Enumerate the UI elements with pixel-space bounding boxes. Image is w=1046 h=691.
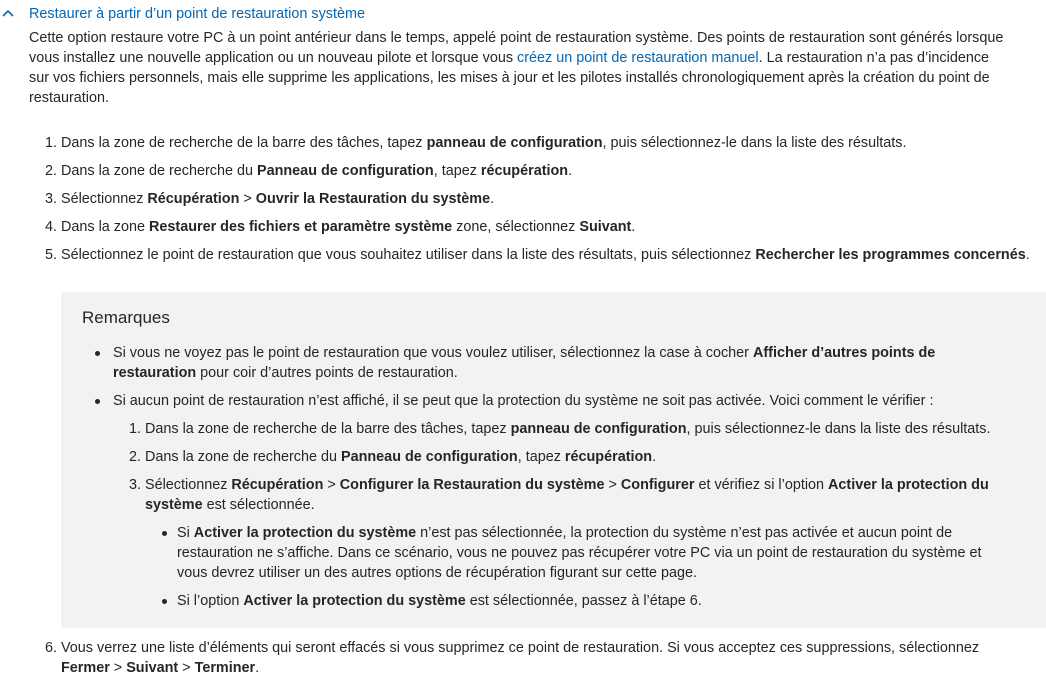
section-title: Restaurer à partir d’un point de restauration système — [29, 6, 365, 22]
note-text: pour coir d’autres points de restauration. — [196, 365, 458, 381]
step-text-segment: . — [568, 163, 573, 179]
step-number: 4. — [44, 219, 57, 235]
step-item — [44, 189, 495, 209]
step-number: 1. — [44, 135, 57, 151]
condition-bullet — [177, 523, 981, 583]
intro-line: Cette option restaure votre PC à un point antérieur dans le temps, appelé point de restauration système. Des points de restauration sont générés lorsque — [29, 30, 1004, 46]
step-text-segment: , puis sélectionnez-le dans la liste des résultats. — [602, 135, 907, 151]
substep-number: 2. — [128, 449, 141, 465]
condition-line — [177, 591, 702, 611]
step-number: 2. — [44, 163, 57, 179]
ui-term: Configurer — [620, 477, 695, 493]
ui-term: Activer la protection du système — [243, 593, 466, 609]
bullet-dot — [162, 599, 167, 604]
substep-text: , puis sélectionnez-le dans la liste des résultats. — [686, 421, 991, 437]
ui-term: Panneau de configuration — [257, 163, 434, 179]
step-number: 5. — [44, 247, 57, 263]
step-text: Vous verrez une liste d’éléments qui seront effacés si vous supprimez ce point de restauration. Si vous acceptez ces suppressions, sélectionnez — [61, 640, 980, 656]
step-text — [61, 161, 572, 181]
step-number: 6. — [44, 640, 57, 656]
path-separator: > — [178, 660, 195, 676]
step-text-segment: Dans la zone — [61, 219, 149, 235]
note-bullet — [113, 343, 935, 383]
ui-term: Restaurer des fichiers et paramètre système — [149, 219, 453, 235]
ui-term: Afficher d’autres points de — [752, 345, 936, 361]
notes-box — [61, 292, 1046, 628]
step-number: 3. — [44, 191, 57, 207]
step-text-segment: . — [631, 219, 636, 235]
condition-line: vous devrez utiliser un des autres options de récupération figurant sur cette page. — [177, 565, 697, 581]
step-text-segment: Sélectionnez le point de restauration que vous souhaitez utiliser dans la liste des résultats, puis sélectionnez — [61, 247, 756, 263]
step-text — [61, 133, 906, 153]
ui-term: récupération — [564, 449, 653, 465]
step-item — [44, 245, 1030, 265]
bullet-dot — [162, 531, 167, 536]
condition-text: n’est pas sélectionnée, la protection du système n’est pas activée et aucun point de — [416, 525, 953, 541]
condition-text: Si l’option — [177, 593, 244, 609]
condition-line: restauration ne s’affiche. Dans ce scénario, vous ne pouvez pas récupérer votre PC via un point de restauration du système et — [177, 545, 982, 561]
substep-number: 1. — [128, 421, 141, 437]
substep-line — [145, 419, 990, 439]
step-item — [44, 161, 573, 181]
ui-term: Panneau de configuration — [341, 449, 518, 465]
path-separator: > — [323, 477, 340, 493]
step-text-segment: . — [255, 660, 260, 676]
substep-number: 3. — [128, 477, 141, 493]
intro-text: vous installez une nouvelle application ou un nouveau pilote et lorsque vous — [29, 50, 518, 66]
substep-item — [128, 447, 657, 467]
create-restore-point-link[interactable]: créez un point de restauration manuel — [517, 50, 759, 66]
step-text-segment: zone, sélectionnez — [452, 219, 580, 235]
step-text — [61, 217, 635, 237]
note-bullet — [113, 391, 933, 411]
substep-text: et vérifiez si l’option — [694, 477, 829, 493]
note-line — [113, 343, 935, 363]
bullet-dot — [95, 399, 100, 404]
ui-term: panneau de configuration — [510, 421, 687, 437]
intro-line: restauration. — [29, 90, 109, 106]
intro-paragraph — [29, 28, 1003, 108]
intro-text: . La restauration n’a pas d’incidence — [758, 50, 990, 66]
substep-text: Sélectionnez — [145, 477, 232, 493]
ui-term: système — [145, 497, 203, 513]
substep-item — [128, 419, 991, 439]
ui-term: récupération — [480, 163, 569, 179]
ui-term: Ouvrir la Restauration du système — [255, 191, 491, 207]
substep-item — [128, 475, 989, 515]
chevron-up-icon — [2, 9, 14, 17]
ui-term: Terminer — [194, 660, 256, 676]
ui-term: Rechercher les programmes concernés — [755, 247, 1026, 263]
step-text — [61, 189, 494, 209]
step-item — [44, 133, 907, 153]
substep-text: , tapez — [517, 449, 565, 465]
ui-term: Récupération — [231, 477, 324, 493]
path-separator: > — [109, 660, 127, 676]
substep-text: Dans la zone de recherche du — [145, 449, 341, 465]
ui-term: Configurer la Restauration du système — [339, 477, 605, 493]
step-text-segment: . — [490, 191, 495, 207]
step-text-segment: Sélectionnez — [61, 191, 148, 207]
step-text — [61, 658, 979, 678]
notes-title: Remarques — [82, 308, 170, 327]
substep-text: . — [652, 449, 657, 465]
substep-text: Dans la zone de recherche de la barre des tâches, tapez — [145, 421, 511, 437]
ui-term: Activer la protection du — [828, 477, 989, 493]
section-toggle[interactable] — [0, 0, 1046, 26]
note-text: Si vous ne voyez pas le point de restauration que vous voulez utiliser, sélectionnez la case à cocher — [113, 345, 753, 361]
bullet-dot — [95, 351, 100, 356]
ui-term: panneau de configuration — [426, 135, 603, 151]
substep-line — [145, 495, 989, 515]
step-item — [44, 217, 636, 237]
ui-term: Activer la protection du système — [193, 525, 417, 541]
condition-line — [177, 523, 981, 543]
path-separator: > — [604, 477, 621, 493]
substep-text: est sélectionnée. — [202, 497, 315, 513]
substep-line — [145, 475, 989, 495]
step-text — [61, 245, 1030, 265]
intro-line: sur vos fichiers personnels, mais elle supprime les applications, les mises à jour et les pilotes installés chronologiquement après la création du point de — [29, 70, 990, 86]
step-text-segment: Dans la zone de recherche de la barre des tâches, tapez — [61, 135, 427, 151]
ui-term: Fermer — [61, 660, 110, 676]
step-text-segment: , tapez — [433, 163, 481, 179]
ui-term: Suivant — [579, 219, 632, 235]
path-separator: > — [239, 191, 256, 207]
condition-text: est sélectionnée, passez à l’étape 6. — [465, 593, 702, 609]
ui-term: restauration — [113, 365, 197, 381]
step-item — [44, 638, 980, 678]
intro-line — [29, 48, 1003, 68]
note-line: Si aucun point de restauration n’est affiché, il se peut que la protection du système ne soit pas activée. Voici comment le vérifier : — [113, 393, 934, 409]
step-text-segment: . — [1025, 247, 1030, 263]
condition-bullet — [177, 591, 702, 611]
step-text-segment: Dans la zone de recherche du — [61, 163, 257, 179]
ui-term: Suivant — [126, 660, 179, 676]
substep-line — [145, 447, 656, 467]
note-line — [113, 363, 935, 383]
ui-term: Récupération — [147, 191, 240, 207]
condition-text: Si — [177, 525, 194, 541]
